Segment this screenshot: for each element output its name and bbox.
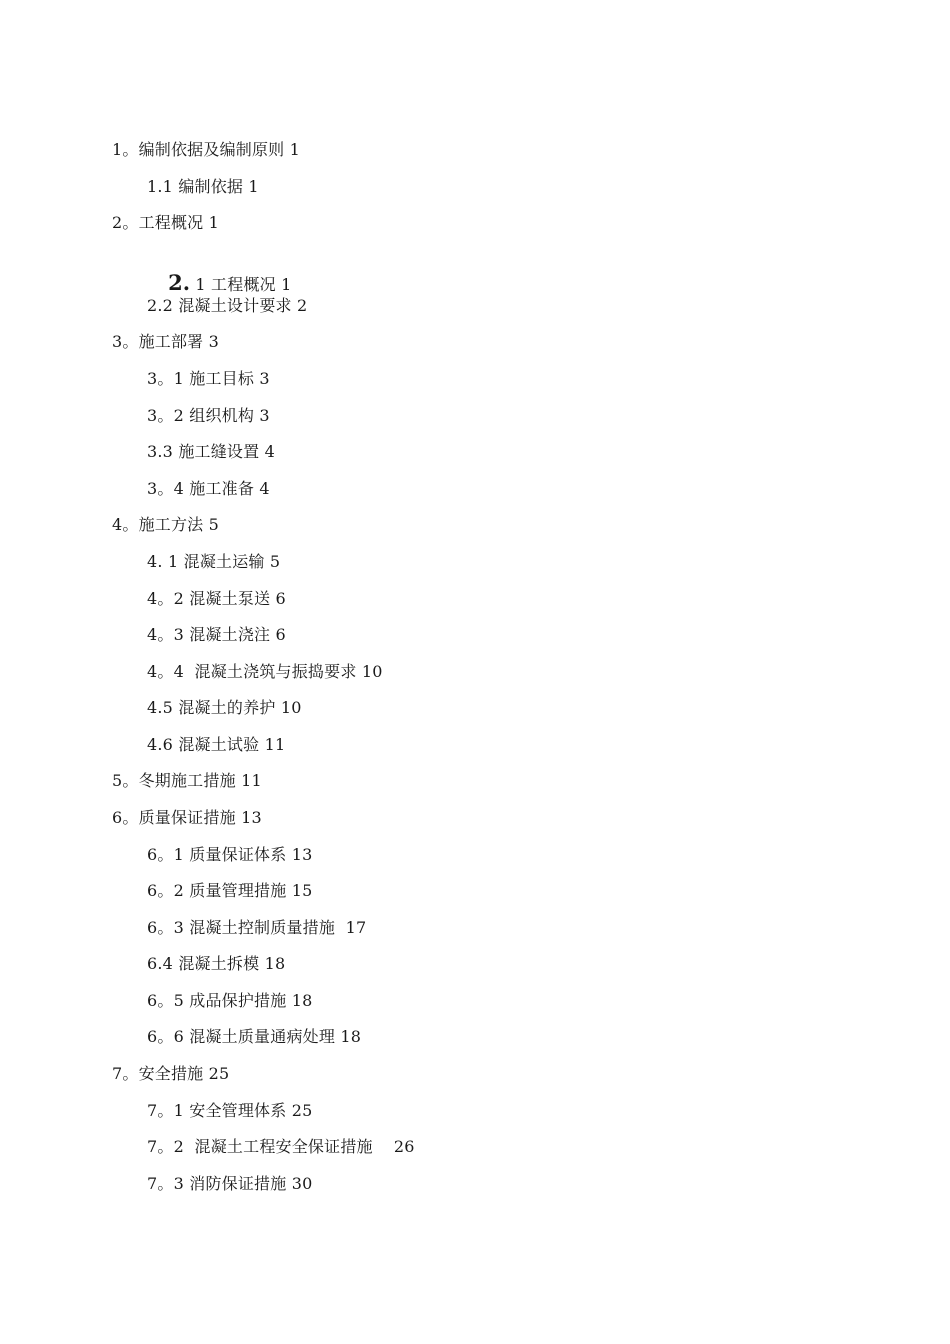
toc-entry-5[interactable]: 5。冬期施工措施 11 <box>112 771 262 790</box>
toc-entry-4-4[interactable]: 4。4 混凝土浇筑与振捣要求 10 <box>147 662 383 681</box>
toc-entry-4-5[interactable]: 4.5 混凝土的养护 10 <box>147 698 302 717</box>
toc-entry-1[interactable]: 1。编制依据及编制原则 1 <box>112 140 301 159</box>
toc-entry-6[interactable]: 6。质量保证措施 13 <box>112 808 262 827</box>
toc-entry-7-1[interactable]: 7。1 安全管理体系 25 <box>147 1101 313 1120</box>
toc-entry-4-2[interactable]: 4。2 混凝土泵送 6 <box>147 589 286 608</box>
toc-entry-3-2[interactable]: 3。2 组织机构 3 <box>147 406 270 425</box>
toc-entry-4-3[interactable]: 4。3 混凝土浇注 6 <box>147 625 286 644</box>
toc-entry-6-3[interactable]: 6。3 混凝土控制质量措施 17 <box>147 918 367 937</box>
toc-entry-6-6[interactable]: 6。6 混凝土质量通病处理 18 <box>147 1027 362 1046</box>
toc-entry-6-5[interactable]: 6。5 成品保护措施 18 <box>147 991 313 1010</box>
toc-entry-3-4[interactable]: 3。4 施工准备 4 <box>147 479 270 498</box>
toc-entry-4-1[interactable]: 4. 1 混凝土运输 5 <box>147 552 281 571</box>
toc-entry-7-2[interactable]: 7。2 混凝土工程安全保证措施 26 <box>147 1137 415 1156</box>
toc-entry-6-1[interactable]: 6。1 质量保证体系 13 <box>147 845 313 864</box>
toc-entry-4-6[interactable]: 4.6 混凝土试验 11 <box>147 735 286 754</box>
toc-entry-3-3[interactable]: 3.3 施工缝设置 4 <box>147 442 275 461</box>
toc-entry-7[interactable]: 7。安全措施 25 <box>112 1064 230 1083</box>
toc-entry-3[interactable]: 3。施工部署 3 <box>112 332 220 351</box>
toc-entry-2[interactable]: 2。工程概况 1 <box>112 213 220 232</box>
toc-entry-6-4[interactable]: 6.4 混凝土拆模 18 <box>147 954 286 973</box>
toc-entry-3-1[interactable]: 3。1 施工目标 3 <box>147 369 270 388</box>
toc-entry-7-3[interactable]: 7。3 消防保证措施 30 <box>147 1174 313 1193</box>
toc-entry-6-2[interactable]: 6。2 质量管理措施 15 <box>147 881 313 900</box>
toc-entry-4[interactable]: 4。施工方法 5 <box>112 515 220 534</box>
toc-entry-2-1-prefix: 2. <box>168 270 191 295</box>
toc-entry-2-2[interactable]: 2.2 混凝土设计要求 2 <box>147 296 308 315</box>
toc-entry-2-1-label: 1 工程概况 1 <box>190 275 292 294</box>
toc-entry-1-1[interactable]: 1.1 编制依据 1 <box>147 177 259 196</box>
